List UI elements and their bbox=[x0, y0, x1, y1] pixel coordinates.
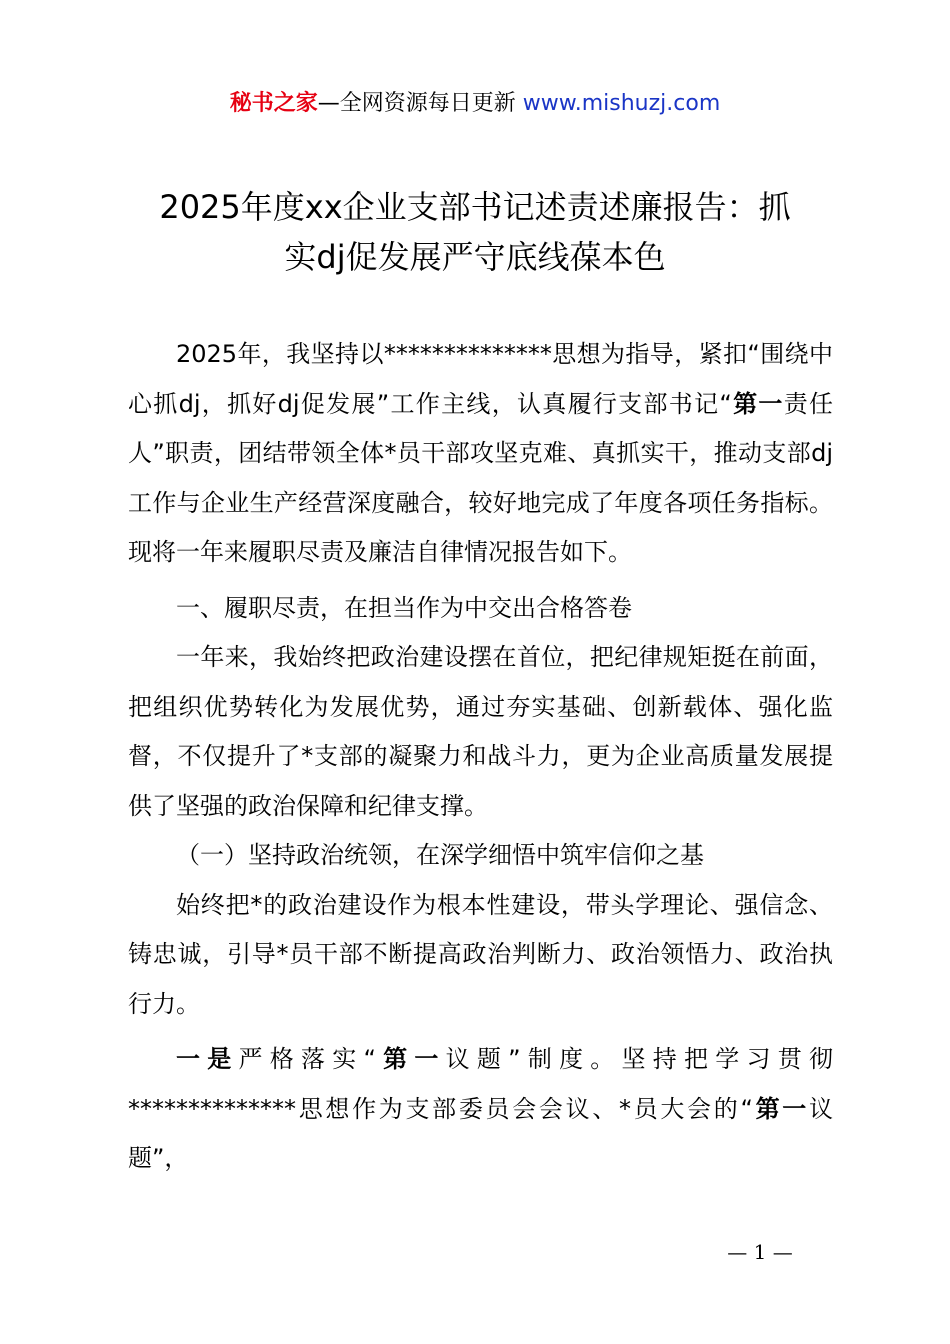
paragraph-overview: 一年来，我始终把政治建设摆在首位，把纪律规矩挺在前面，把组织优势转化为发展优势，通过夯实基础、创新载体、强化监督，不仅提升了*支部的凝聚力和战斗力，更为企业高质量发展提供了坚强的政治保障和纪律支撑。 bbox=[128, 643, 833, 820]
paragraph-intro: 2025年，我坚持以**************思想为指导，紧扣“围绕中心抓dj，抓好dj促发展”工作主线，认真履行支部书记“第一责任人”职责，团结带领全体*员干部攻坚克难、真抓实干，推动支部dj工作与企业生产经营深度融合，较好地完成了年度各项任务指标。现将一年来履职尽责及廉洁自律情况报告如下。 bbox=[128, 340, 834, 566]
document-body bbox=[128, 330, 833, 1184]
paragraph-first-topic: 一是严格落实“第一议题”制度。坚持把学习贯彻**************思想作为支部委员会会议、*员大会的“第一议题”， bbox=[128, 1045, 834, 1172]
subsection-heading-1: （一）坚持政治统领，在深学细悟中筑牢信仰之基 bbox=[176, 841, 704, 869]
paragraph-political: 始终把*的政治建设作为根本性建设，带头学理论、强信念、铸忠诚，引导*员干部不断提高政治判断力、政治领悟力、政治执行力。 bbox=[128, 890, 833, 1018]
title-line-2: 实dj促发展严守底线葆本色 bbox=[284, 238, 666, 276]
page-number: — 1 — bbox=[727, 1240, 793, 1264]
document-title bbox=[100, 182, 850, 282]
brand-name: 秘书之家 bbox=[229, 91, 318, 116]
site-url[interactable]: www.mishuzj.com bbox=[522, 91, 721, 116]
section-heading-1: 一、履职尽责，在担当作为中交出合格答卷 bbox=[176, 593, 632, 622]
header-tagline: —全网资源每日更新 bbox=[317, 91, 523, 116]
site-header bbox=[0, 88, 950, 120]
title-line-1: 2025年度xx企业支部书记述责述廉报告：抓 bbox=[159, 188, 791, 226]
